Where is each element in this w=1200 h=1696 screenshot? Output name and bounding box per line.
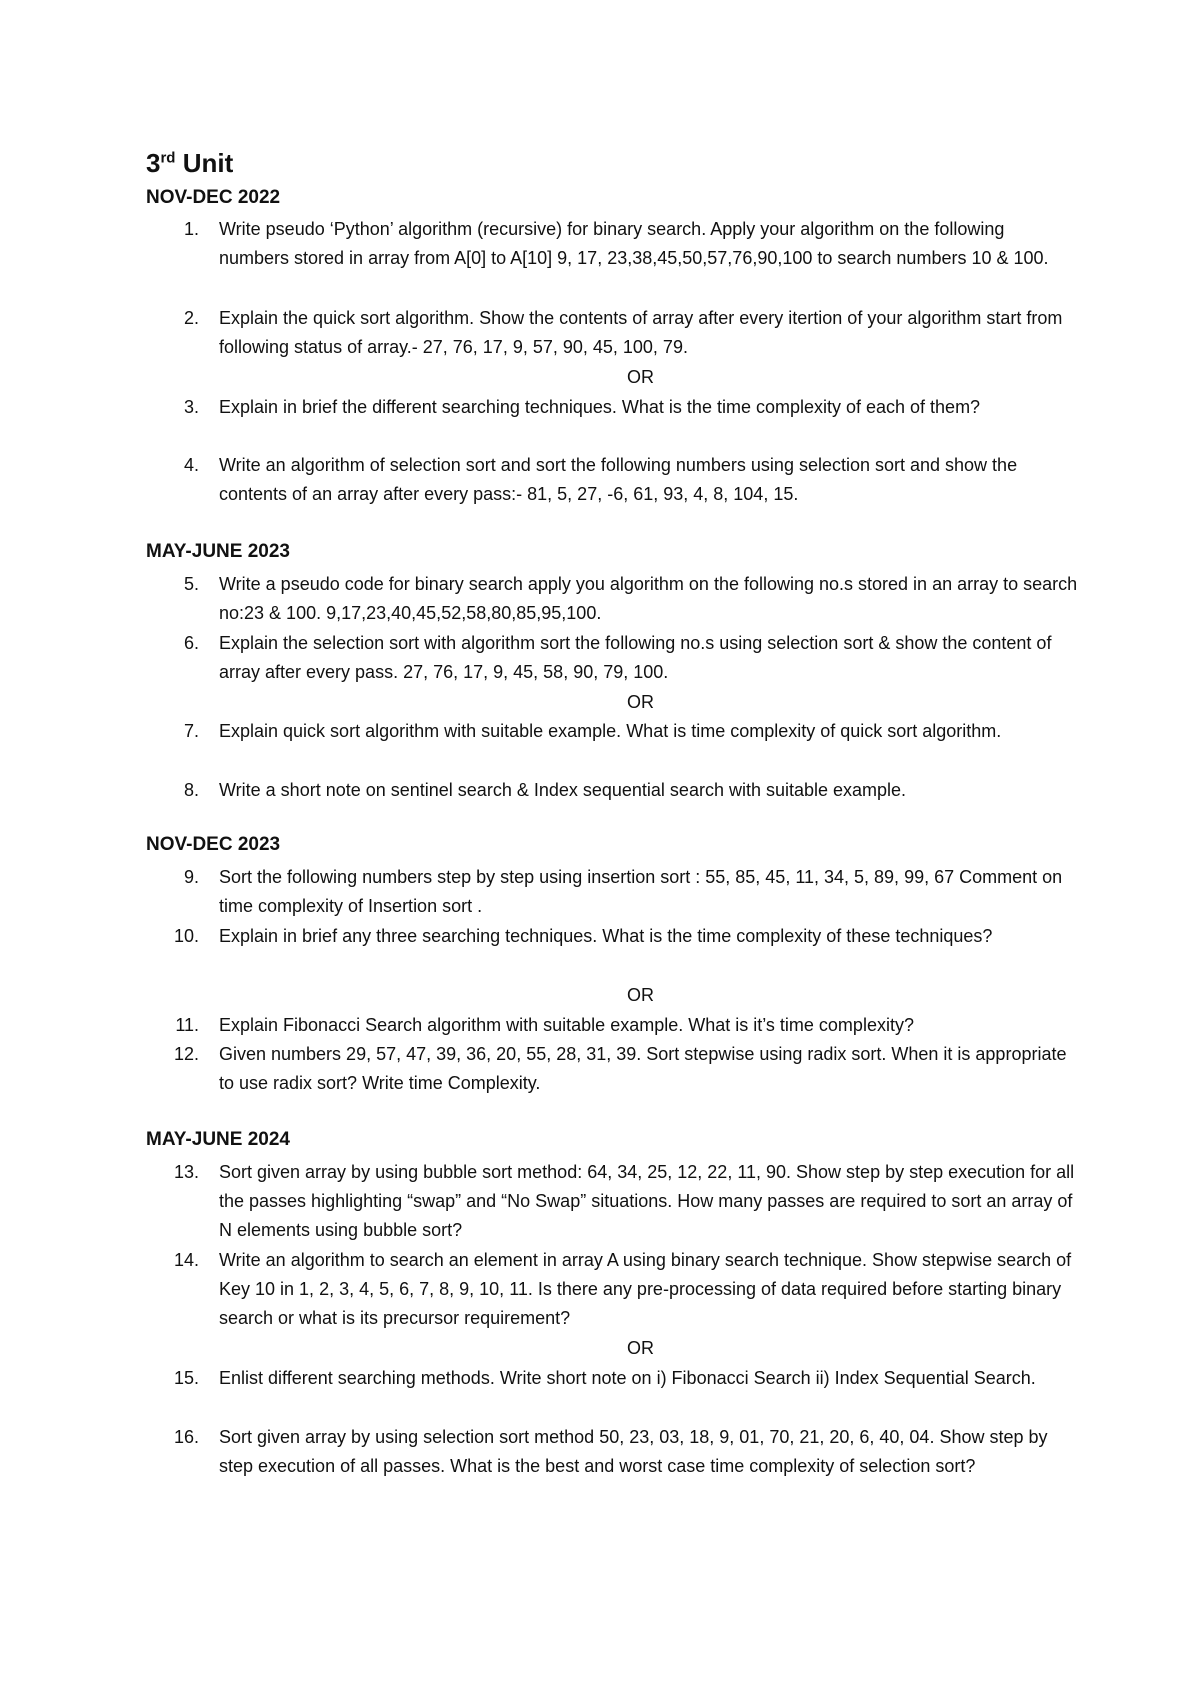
question-number: 2.	[183, 308, 199, 328]
question-text: Explain in brief the different searching techniques. What is the time complexity of each of them?	[219, 397, 981, 417]
section-heading-may-june-2023: MAY-JUNE 2023	[146, 541, 290, 562]
or-separator: OR	[627, 367, 654, 387]
question-number: 13.	[173, 1162, 199, 1182]
question-text: Enlist different searching methods. Write short note on i) Fibonacci Search ii) Index Sequential Search.	[219, 1368, 1036, 1388]
question-text: Write an algorithm to search an element in array A using binary search technique. Show stepwise search of Key 10 in 1, 2, 3, 4, 5, 6, 7, 8, 9, 10, 11. Is there any pre-processing of data required before starting binary search or what is its precursor requirement?	[219, 1250, 1072, 1328]
question-number: 3.	[183, 397, 199, 417]
question-number: 10.	[173, 926, 199, 946]
question-number: 1.	[183, 219, 199, 239]
question-text: Explain in brief any three searching techniques. What is the time complexity of these techniques?	[219, 926, 993, 946]
question-text: Explain the selection sort with algorithm sort the following no.s using selection sort & show the content of array after every pass. 27, 76, 17, 9, 45, 58, 90, 79, 100.	[219, 633, 1052, 682]
title-superscript: rd	[160, 149, 176, 167]
question-text: Explain quick sort algorithm with suitable example. What is time complexity of quick sort algorithm.	[219, 721, 1002, 741]
question-text: Sort given array by using bubble sort method: 64, 34, 25, 12, 22, 11, 90. Show step by step execution for all the passes highlighting “swap” and “No Swap” situations. How many passes are required to sort an array of N elements using bubble sort?	[219, 1162, 1075, 1240]
question-text: Sort given array by using selection sort method 50, 23, 03, 18, 9, 01, 70, 21, 20, 6, 40, 04. Show step by step execution of all passes. What is the best and worst case time complexity of selection sort?	[219, 1427, 1048, 1476]
question-text: Explain Fibonacci Search algorithm with suitable example. What is it’s time complexity?	[219, 1015, 914, 1035]
question-number: 15.	[173, 1368, 199, 1388]
question-number: 7.	[183, 721, 199, 741]
question-number: 8.	[183, 780, 199, 800]
question-number: 12.	[173, 1044, 199, 1064]
section-heading-nov-dec-2022: NOV-DEC 2022	[146, 187, 281, 208]
or-separator: OR	[627, 692, 654, 712]
question-number: 11.	[175, 1015, 199, 1035]
question-text: Write an algorithm of selection sort and sort the following numbers using selection sort and show the contents of an array after every pass:- 81, 5, 27, -6, 61, 93, 4, 8, 104, 15.	[219, 455, 1018, 504]
section-heading-may-june-2024: MAY-JUNE 2024	[146, 1129, 290, 1150]
question-number: 14.	[173, 1250, 199, 1270]
question-text: Write a pseudo code for binary search apply you algorithm on the following no.s stored in an array to search no:23 & 100. 9,17,23,40,45,52,58,80,85,95,100.	[219, 574, 1078, 623]
question-text: Write pseudo ‘Python’ algorithm (recursive) for binary search. Apply your algorithm on the following numbers stored in array from A[0] to A[10] 9, 17, 23,38,45,50,57,76,90,100 to search numbers 10 & 100.	[219, 219, 1049, 268]
question-number: 5.	[183, 574, 199, 594]
question-text: Sort the following numbers step by step using insertion sort : 55, 85, 45, 11, 34, 5, 89, 99, 67 Comment on time complexity of Insertion sort .	[219, 867, 1063, 916]
or-separator: OR	[627, 985, 654, 1005]
question-number: 9.	[183, 867, 199, 887]
question-text: Explain the quick sort algorithm. Show the contents of array after every itertion of your algorithm start from following status of array.- 27, 76, 17, 9, 57, 90, 45, 100, 79.	[219, 308, 1063, 357]
title-text: Unit	[175, 148, 234, 178]
question-text: Write a short note on sentinel search & Index sequential search with suitable example.	[219, 780, 907, 800]
section-heading-nov-dec-2023: NOV-DEC 2023	[146, 834, 281, 855]
title-number: 3	[146, 148, 161, 178]
question-number: 16.	[173, 1427, 199, 1447]
or-separator: OR	[627, 1338, 654, 1358]
question-number: 4.	[183, 455, 199, 475]
page-title	[146, 148, 233, 179]
question-text: Given numbers 29, 57, 47, 39, 36, 20, 55, 28, 31, 39. Sort stepwise using radix sort. When it is appropriate to use radix sort? Write time Complexity.	[219, 1044, 1067, 1093]
question-number: 6.	[183, 633, 199, 653]
